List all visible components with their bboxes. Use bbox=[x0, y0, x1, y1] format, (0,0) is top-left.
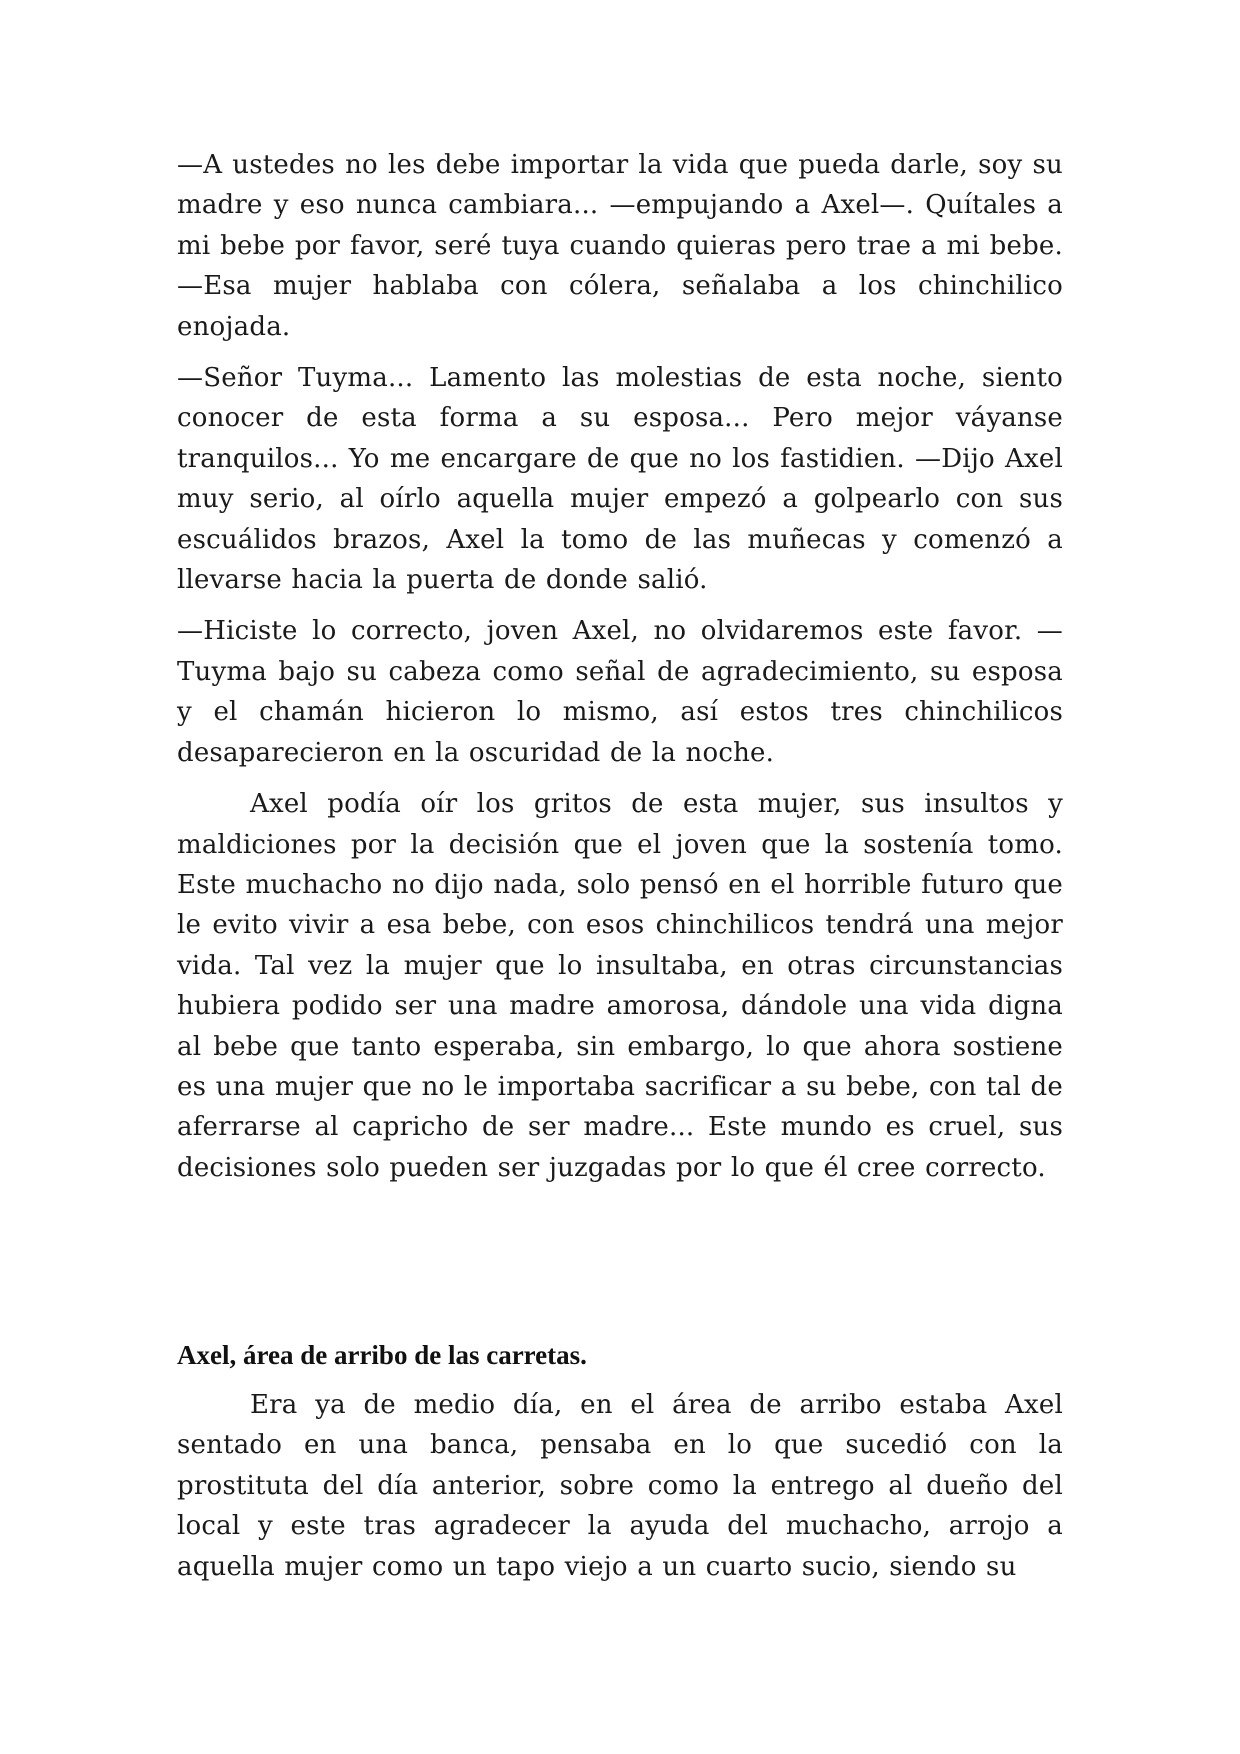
section-heading: Axel, área de arribo de las carretas. bbox=[177, 1340, 587, 1370]
paragraph-axel-reflection: Axel podía oír los gritos de esta mujer, sus insultos y maldiciones por la decisión que el joven que la sostenía tomo. Este muchacho no dijo nada, solo pensó en el horrible futuro que le evito vivir a esa bebe, con esos chinchilicos tendrá una mejor vida. Tal vez la mujer que lo insultaba, en otras circunstancias hubiera podido ser una madre amorosa, dándole una vida digna al bebe que tanto esperaba, sin embargo, lo que ahora sostiene es una mujer que no le importaba sacrificar a su bebe, con tal de aferrarse al capricho de ser madre... Este mundo es cruel, sus decisiones solo pueden ser juzgadas por lo que él cree correcto. bbox=[177, 789, 1063, 1183]
body-text bbox=[177, 145, 1063, 1199]
paragraph-axel-speaks: —Señor Tuyma... Lamento las molestias de esta noche, siento conocer de esta forma a su esposa... Pero mejor váyanse tranquilos... Yo me encargare de que no los fastidien. —Dijo Axel muy serio, al oírlo aquella mujer empezó a golpearlo con sus escuálidos brazos, Axel la tomo de las muñecas y comenzó a llevarse hacia la puerta de donde salió. bbox=[177, 363, 1063, 596]
paragraph-tuyma-thanks: —Hiciste lo correcto, joven Axel, no olvidaremos este favor. —Tuyma bajo su cabeza como señal de agradecimiento, su esposa y el chamán hicieron lo mismo, así estos tres chinchilicos desaparecieron en la oscuridad de la noche. bbox=[177, 616, 1063, 768]
section-arrival-area bbox=[177, 1335, 1063, 1598]
paragraph-midday: Era ya de medio día, en el área de arribo estaba Axel sentado en una banca, pensaba en lo que sucedió con la prostituta del día anterior, sobre como la entrego al dueño del local y este tras agradecer la ayuda del muchacho, arrojo a aquella mujer como un tapo viejo a un cuarto sucio, siendo su bbox=[177, 1390, 1063, 1582]
paragraph-dialogue-mother: —A ustedes no les debe importar la vida que pueda darle, soy su madre y eso nunca cambiara... —empujando a Axel—. Quítales a mi bebe por favor, seré tuya cuando quieras pero trae a mi bebe. —Esa mujer hablaba con cólera, señalaba a los chinchilico enojada. bbox=[177, 150, 1063, 342]
